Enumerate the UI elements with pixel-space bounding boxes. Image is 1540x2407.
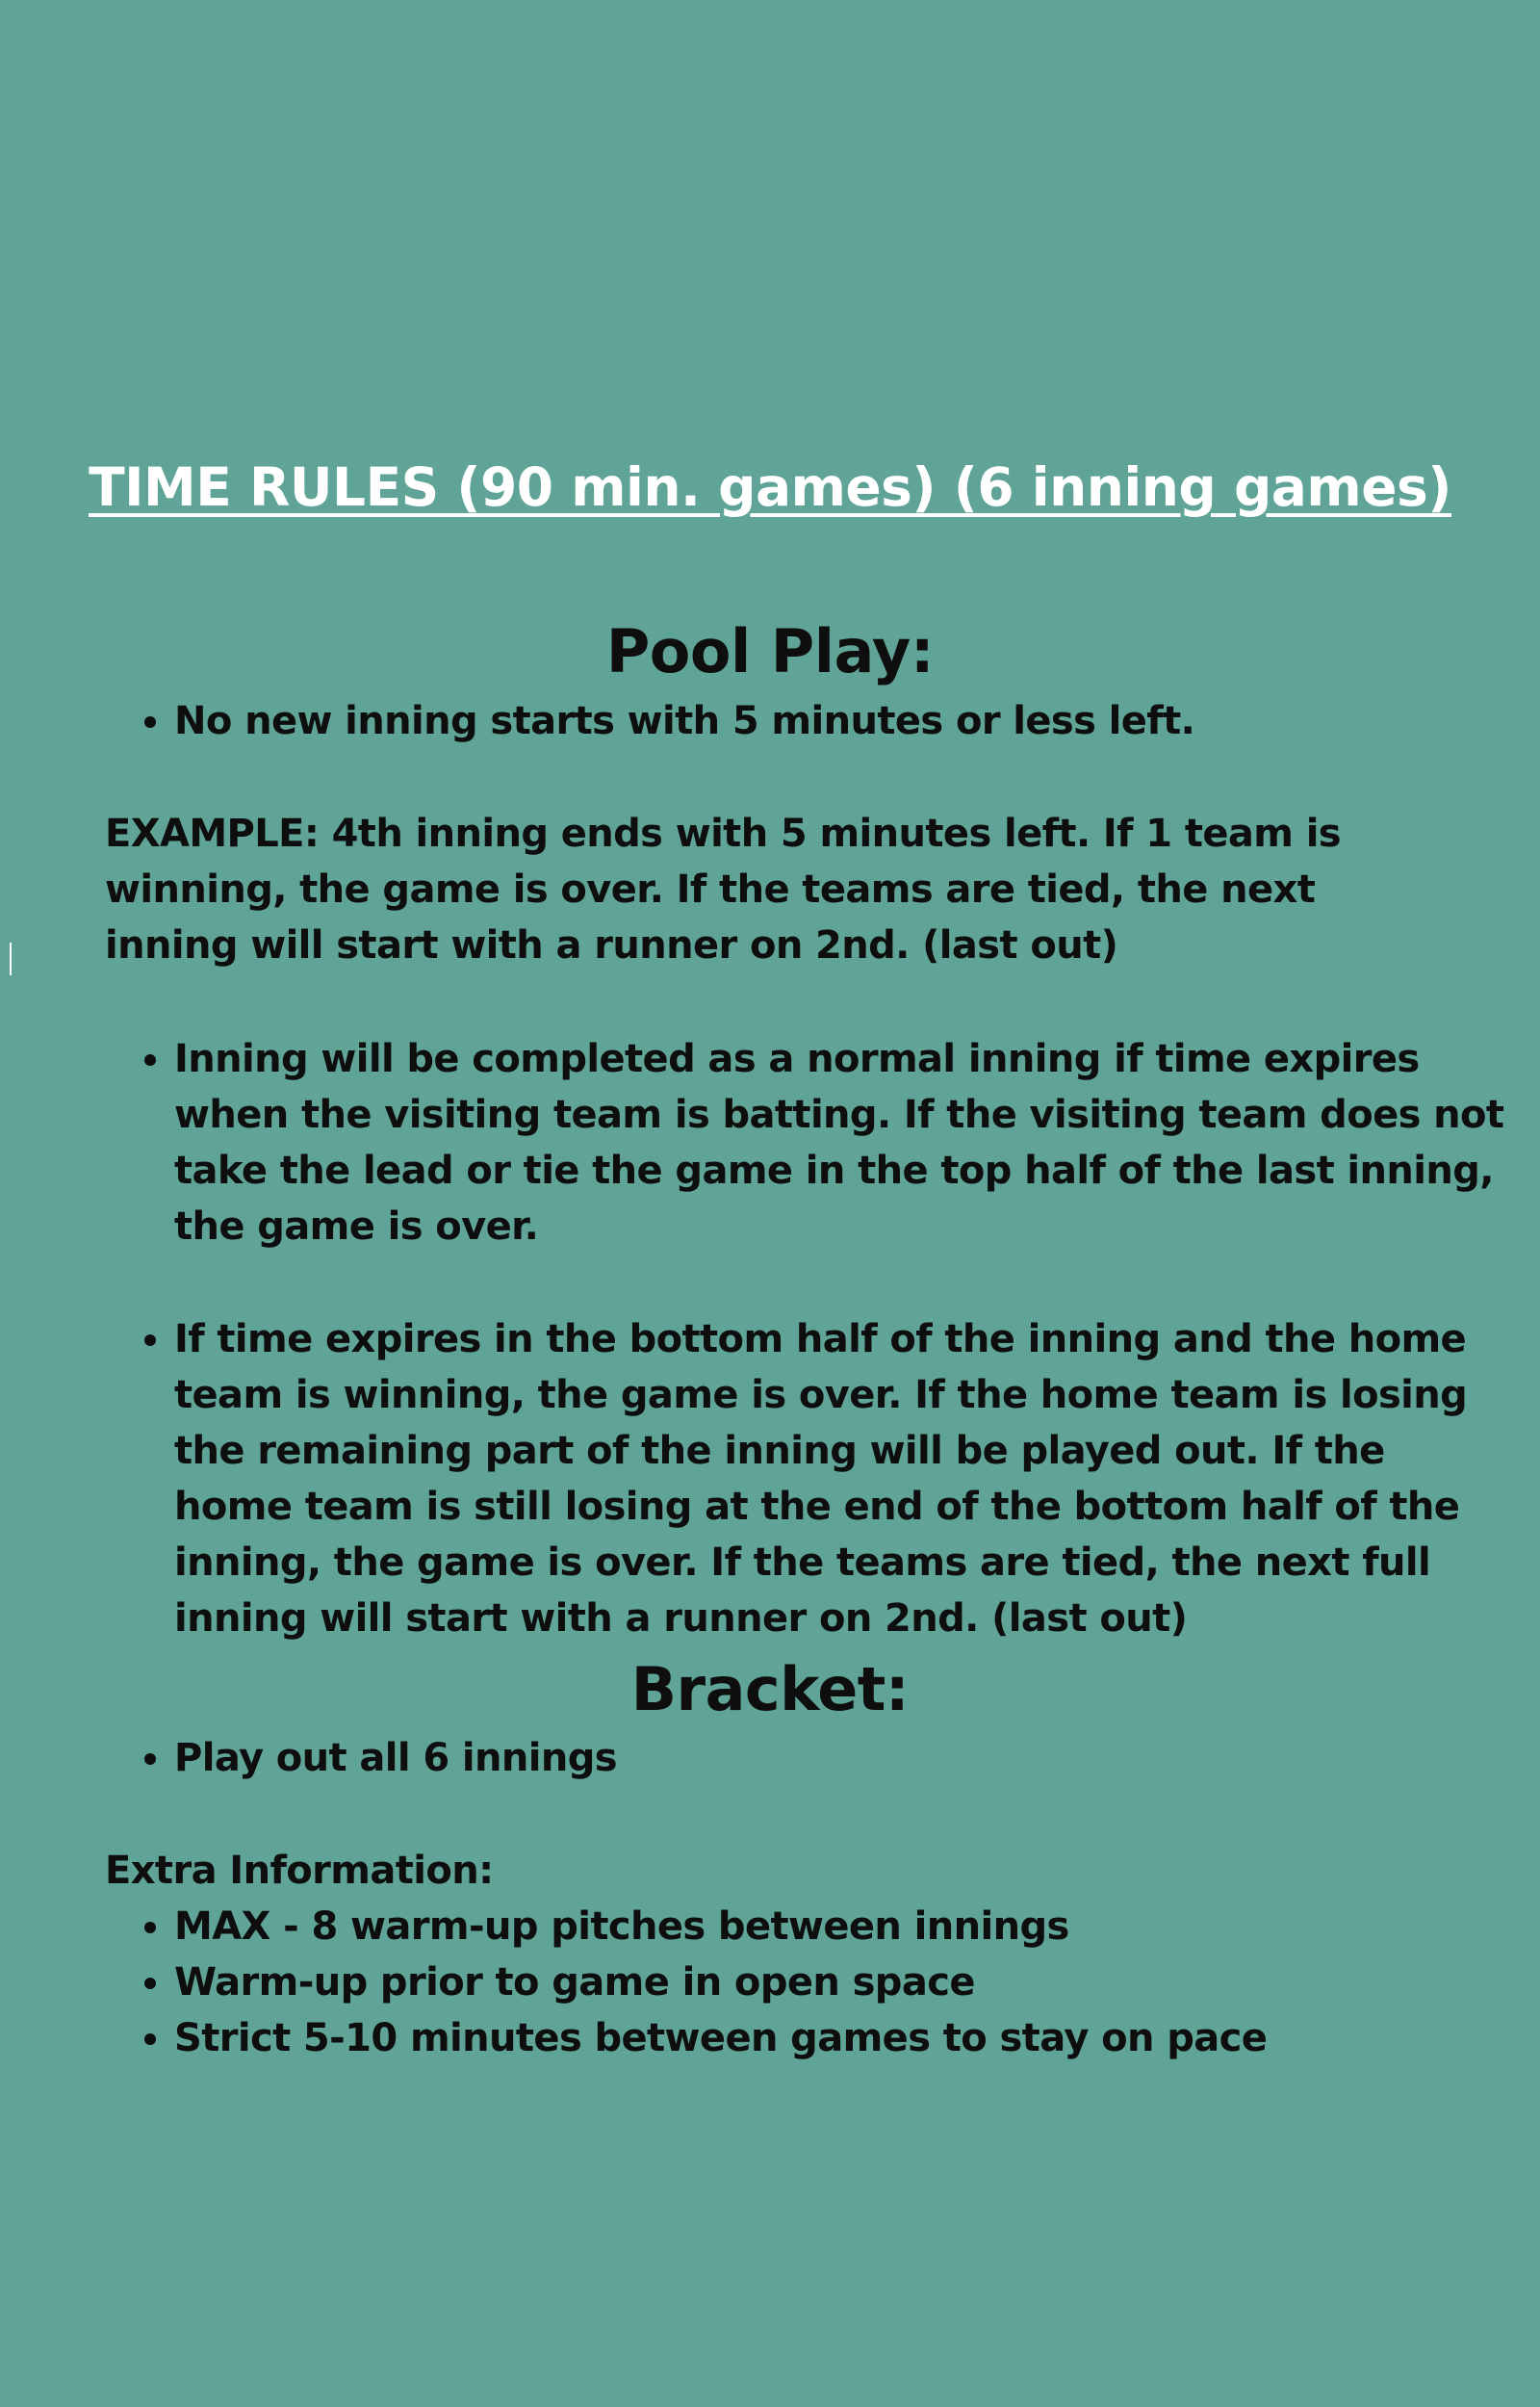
bracket-rule-item: • Play out all 6 innings <box>174 1730 1512 1786</box>
bracket-rule-list <box>104 1730 1512 1786</box>
extra-information-item: • Warm-up prior to game in open space <box>174 1954 1512 2010</box>
pool-play-heading: Pool Play: <box>605 616 935 686</box>
bracket-heading: Bracket: <box>630 1654 910 1724</box>
time-expiry-rule-list <box>104 1311 1512 1646</box>
example-paragraph: EXAMPLE: 4th inning ends with 5 minutes left. If 1 team is winning, the game is over. If the teams are tied, the next inning will start with a runner on 2nd. (last out) <box>105 812 1342 968</box>
page-title: TIME RULES (90 min. games) (6 inning games) <box>89 456 1451 518</box>
time-expiry-rule-list <box>104 1031 1512 1255</box>
visiting-team-rule-item: • Inning will be completed as a normal inning if time expires when the visiting team is batting. If the visiting team does not take the lead or tie the game in the top half of the last inning, the game is over. <box>174 1031 1512 1255</box>
extra-information-item: • MAX - 8 warm-up pitches between innings <box>174 1899 1512 1954</box>
pool-play-rule-list <box>104 693 1512 749</box>
text-cursor-caret <box>10 943 12 975</box>
pool-play-rule-item: • No new inning starts with 5 minutes or less left. <box>174 693 1512 749</box>
extra-information-label: Extra Information: <box>105 1849 494 1893</box>
extra-information-item: • Strict 5-10 minutes between games to stay on pace <box>174 2010 1512 2066</box>
home-team-rule-item: • If time expires in the bottom half of the inning and the home team is winning, the game is over. If the home team is losing the remaining part of the inning will be played out. If the home team is still losing at the end of the bottom half of the inning, the game is over. If the teams are tied, the next full inning will start with a runner on 2nd. (last out) <box>174 1311 1512 1646</box>
extra-information-list <box>104 1899 1512 2066</box>
